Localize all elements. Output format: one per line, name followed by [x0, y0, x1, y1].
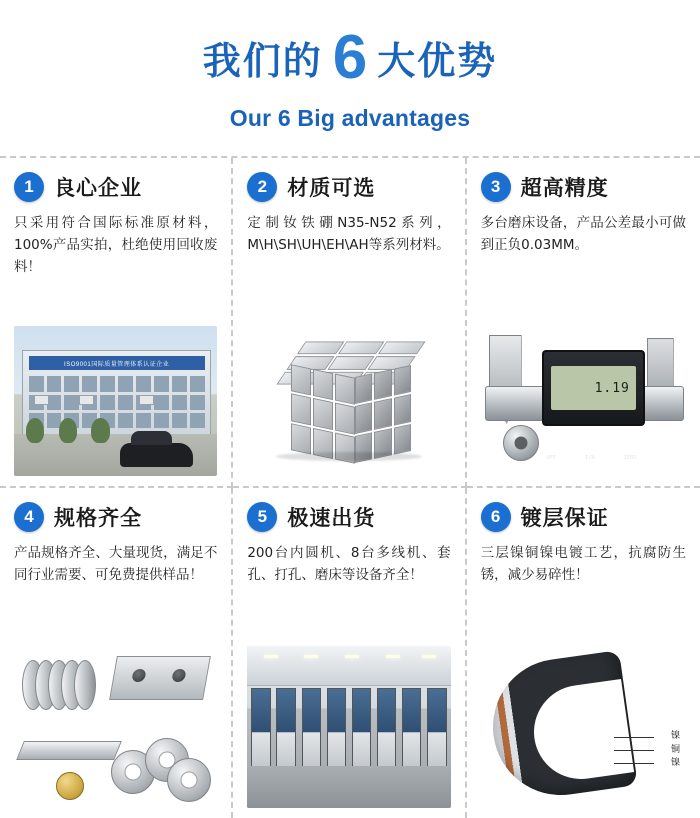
bar-magnet: [16, 741, 122, 760]
caliper-reading: 1.19: [551, 366, 636, 411]
coating-cross-section-diagram: [481, 646, 686, 808]
magnet-cube-photo: [247, 326, 450, 476]
card-title-1: 良心企业: [54, 176, 142, 200]
assorted-magnets-photo: [14, 646, 217, 808]
layer-leader-lines: [614, 733, 654, 771]
badge-number-3: 3: [481, 172, 511, 202]
badge-number-1: 1: [14, 172, 44, 202]
card-desc-4: 产品规格齐全、大量现货，满足不同行业需要、可免费提供样品！: [14, 545, 218, 583]
caliper-button-in-mm: I/N: [584, 455, 595, 461]
workshop-floor: [247, 766, 450, 808]
advantage-card-1: [0, 158, 233, 488]
layer-label-nickel-outer: 镍: [670, 731, 680, 742]
badge-number-4: 4: [14, 502, 44, 532]
factory-banner-text: ISO9001国际质量管理体系认证企业: [29, 356, 205, 370]
card-desc-6: 三层镍铜镍电镀工艺，抗腐防生锈，减少易碎性！: [480, 545, 686, 583]
page-subtitle: Our 6 Big advantages: [229, 105, 471, 131]
card-header: [481, 172, 686, 202]
machine-row: [251, 688, 446, 766]
page-title: [0, 23, 700, 92]
workshop-machines-photo: [247, 646, 450, 808]
coating-layer-legend: [669, 730, 680, 771]
ring-magnet-sample: [503, 425, 539, 461]
advantage-card-6: [467, 488, 700, 818]
card-desc-2: 定制钕铁硼N35-N52系列，M\H\SH\UH\EH\AH等系列材料。: [247, 215, 451, 253]
ring-magnet-3: [167, 758, 211, 802]
advantages-grid: [0, 156, 700, 818]
disc-magnet-stack: [22, 660, 96, 708]
title-suffix: 大优势: [377, 39, 498, 83]
workshop-ceiling: [247, 646, 450, 686]
card-header: [247, 502, 450, 532]
caliper-buttons: [546, 455, 636, 461]
card-header: [247, 172, 450, 202]
title-prefix: 我们的: [202, 39, 323, 83]
card-title-6: 镀层保证: [520, 506, 609, 530]
layer-label-copper: 铜: [670, 744, 680, 755]
card-title-2: 材质可选: [287, 176, 376, 200]
badge-number-5: 5: [247, 502, 277, 532]
advantage-card-5: [233, 488, 466, 818]
factory-windows: [29, 376, 205, 428]
block-magnet-plate: [109, 656, 211, 700]
advantage-card-2: [233, 158, 466, 488]
caliper-button-off: OFF: [546, 455, 557, 461]
title-number: 6: [332, 23, 368, 92]
badge-number-2: 2: [247, 172, 277, 202]
layer-label-nickel-inner: 镍: [670, 758, 680, 769]
factory-building-photo: [14, 326, 217, 476]
parked-car: [120, 443, 193, 467]
card-title-5: 极速出货: [287, 506, 376, 530]
advantage-card-4: [0, 488, 233, 818]
advantage-card-3: [467, 158, 700, 488]
card-header: [14, 502, 217, 532]
card-desc-3: 多台磨床设备，产品公差最小可做到正负0.03MM。: [480, 215, 686, 253]
card-desc-5: 200台内圆机、8台多线机、套孔、打孔、磨床等设备齐全！: [247, 545, 451, 583]
card-title-3: 超高精度: [520, 176, 609, 200]
poster-header: [0, 0, 700, 132]
card-header: [481, 502, 686, 532]
card-desc-1: 只采用符合国际标准原材料，100%产品实拍，杜绝使用回收废料！: [14, 215, 218, 275]
caliper-display: [542, 350, 645, 426]
badge-number-6: 6: [481, 502, 511, 532]
card-title-4: 规格齐全: [54, 506, 142, 530]
digital-caliper-photo: [481, 326, 686, 476]
card-header: [14, 172, 217, 202]
coin-for-scale: [56, 772, 84, 800]
caliper-button-zero: ZERO: [623, 455, 637, 461]
